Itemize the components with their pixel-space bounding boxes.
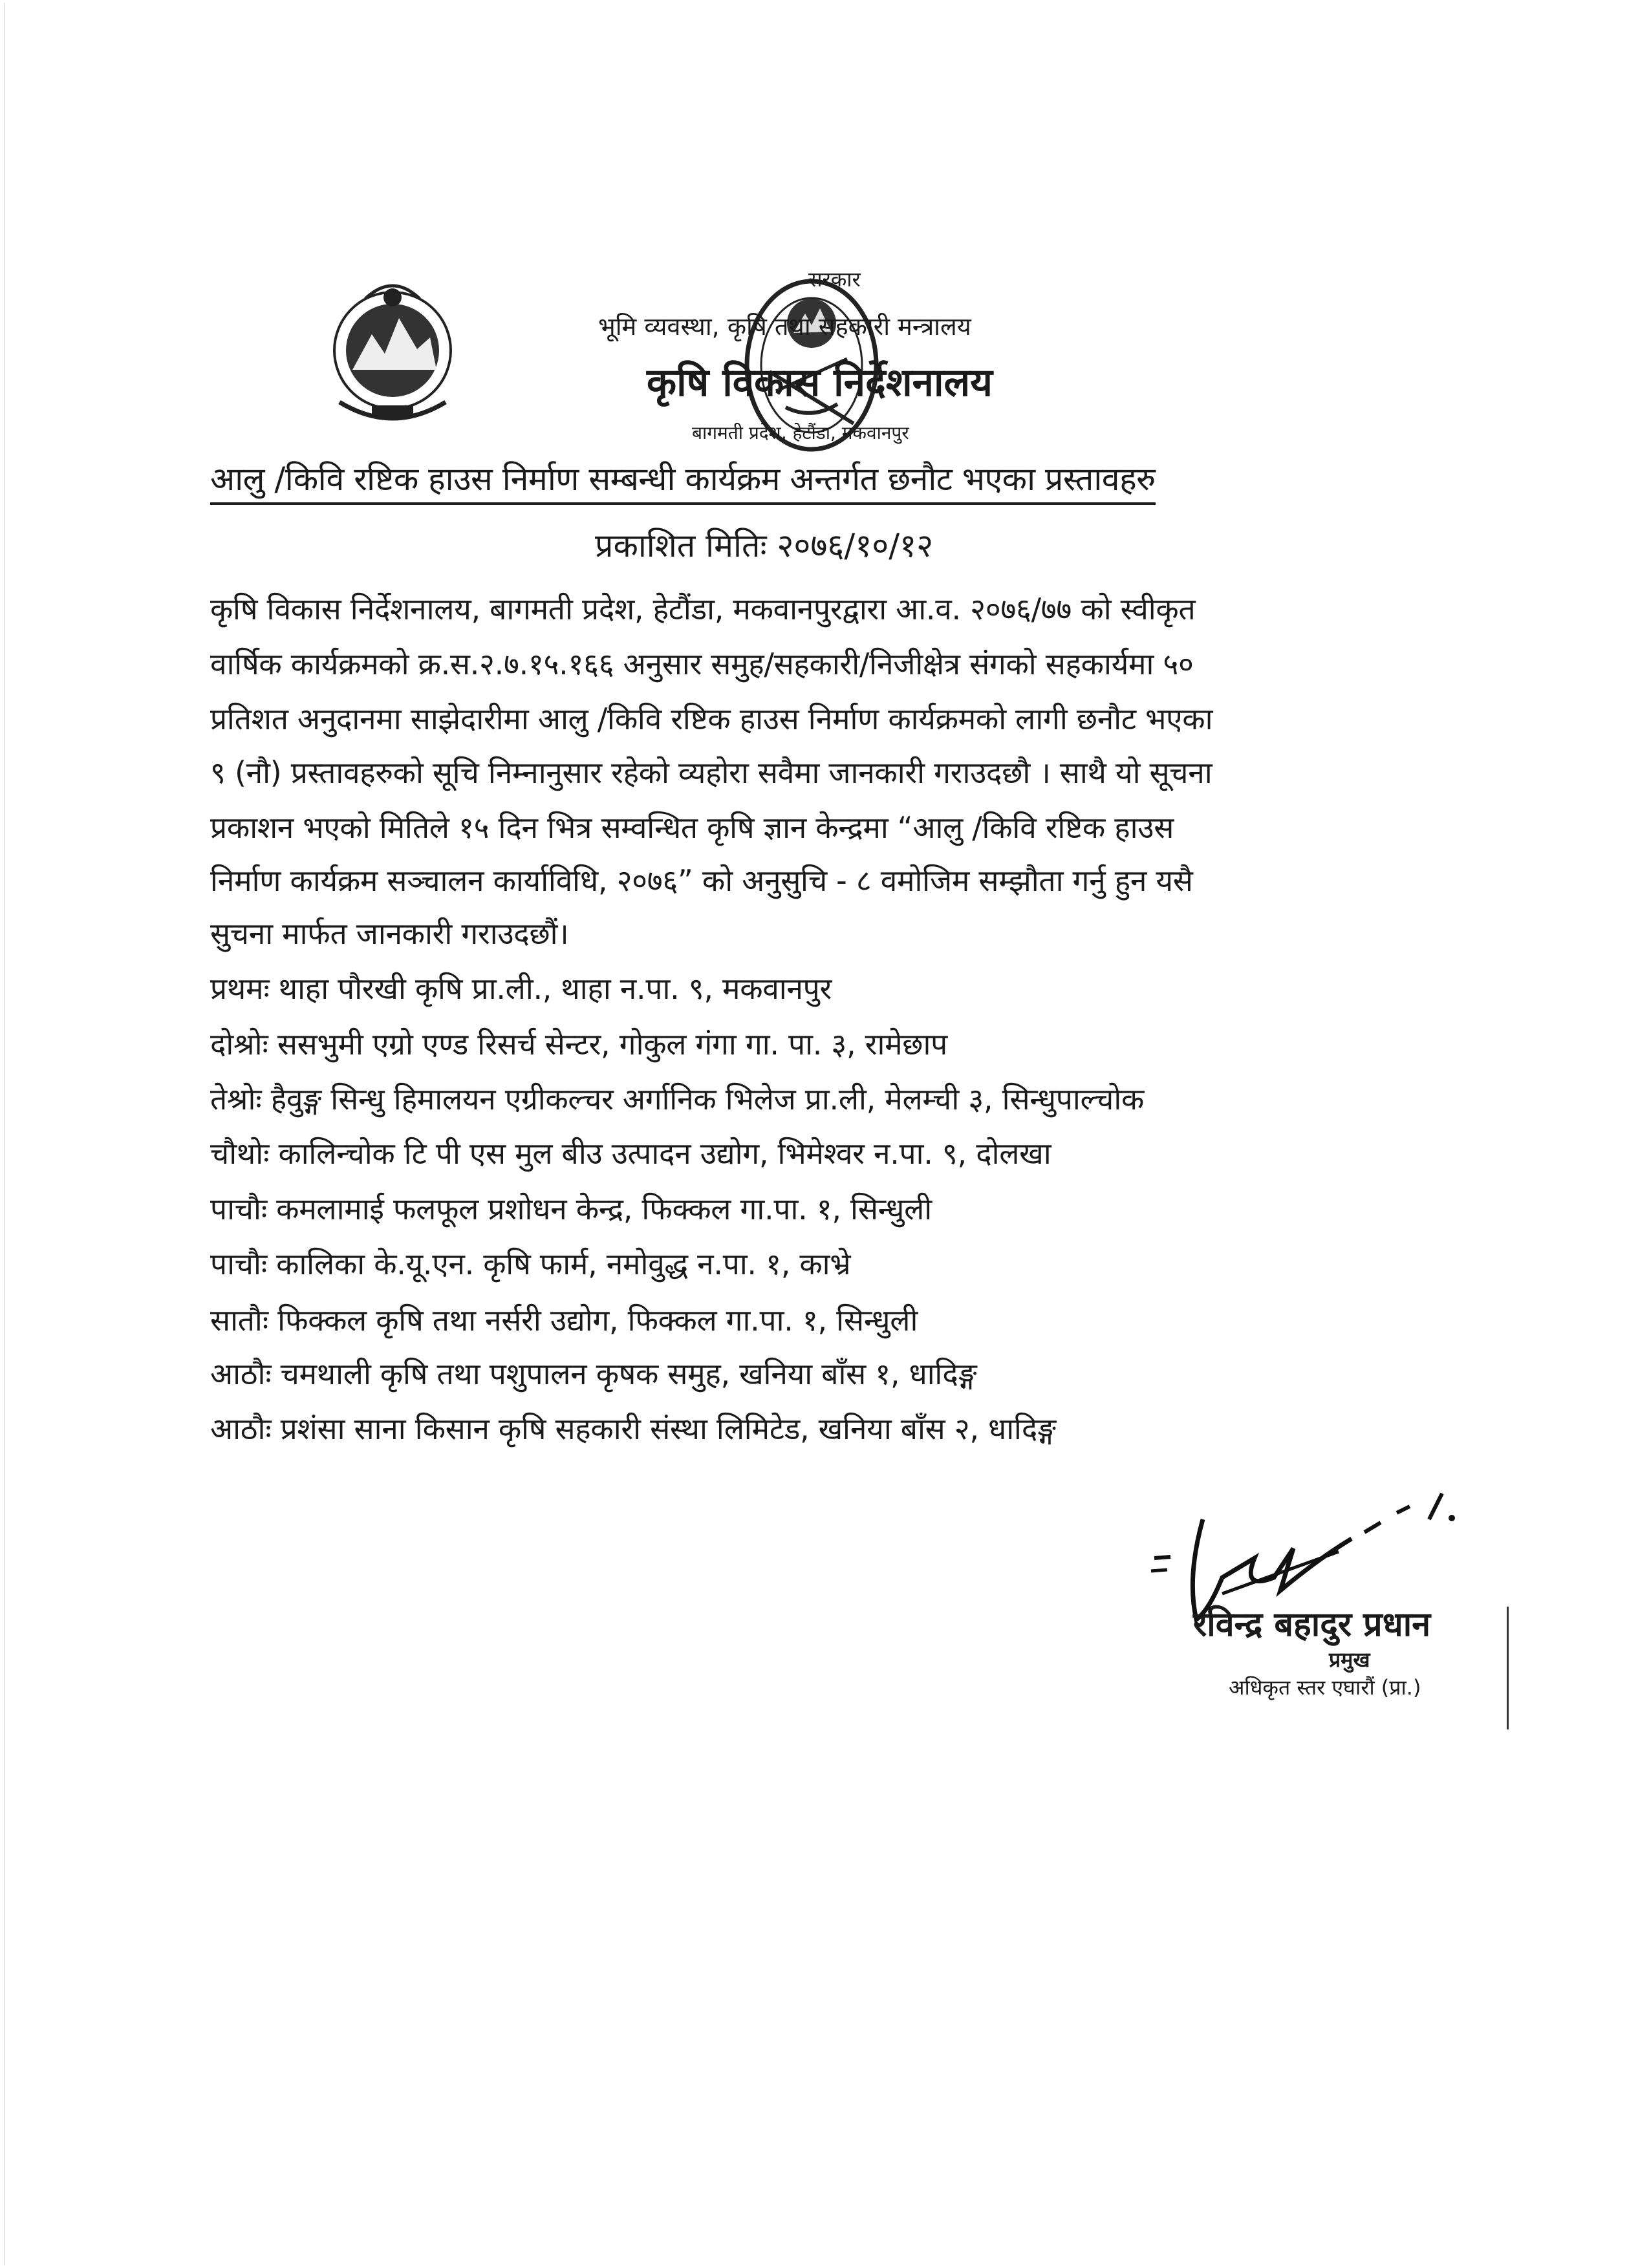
government-label: सरकार: [808, 267, 861, 292]
body-line: प्रतिशत अनुदानमा साझेदारीमा आलु /किवि रष्टिक हाउस निर्माण कार्यक्रमको लागी छनौट भएका: [210, 701, 1213, 736]
body-line: ९ (नौ) प्रस्तावहरुको सूचि निम्नानुसार रहेको व्यहोरा सवैमा जानकारी गराउदछौ । साथै यो सूचना: [210, 755, 1212, 790]
ministry-name: भूमि व्यवस्था, कृषि तथा सहकारी मन्त्रालय: [598, 312, 971, 341]
body-line: प्रकाशन भएको मितिले १५ दिन भित्र सम्वन्धित कृषि ज्ञान केन्द्रमा “आलु /किवि रष्टिक हाउस: [210, 810, 1174, 845]
proposal-item: आठौः चमथाली कृषि तथा पशुपालन कृषक समुह, खनिया बाँस १, धादिङ्ग: [210, 1356, 977, 1391]
notice-subject: आलु /किवि रष्टिक हाउस निर्माण सम्बन्धी कार्यक्रम अन्तर्गत छनौट भएका प्रस्तावहरु: [210, 456, 1156, 505]
signer-name: रविन्द्र बहादुर प्रधान: [1193, 1605, 1431, 1644]
proposal-item: पाचौः कालिका के.यू.एन. कृषि फार्म, नमोवुद्ध न.पा. १, काभ्रे: [210, 1246, 851, 1281]
proposal-item: चौथोः कालिन्चोक टि पी एस मुल बीउ उत्पादन उद्योग, भिमेश्वर न.पा. ९, दोलखा: [210, 1136, 1051, 1171]
body-line: निर्माण कार्यक्रम सञ्चालन कार्याविधि, २०७६” को अनुसुचि - ८ वमोजिम सम्झौता गर्नु हुन यसै: [210, 863, 1193, 898]
body-line: वार्षिक कार्यक्रमको क्र.स.२.७.१५.१६६ अनुसार समुह/सहकारी/निजीक्षेत्र संगको सहकार्यमा ५०: [210, 647, 1194, 681]
signer-title: प्रमुख: [1329, 1647, 1370, 1672]
proposal-item: सातौः फिक्कल कृषि तथा नर्सरी उद्योग, फिक्कल गा.पा. १, सिन्धुली: [210, 1303, 918, 1338]
proposal-item: आठौः प्रशंसा साना किसान कृषि सहकारी संस्था लिमिटेड, खनिया बाँस २, धादिङ्ग: [210, 1411, 1056, 1446]
proposal-item: तेश्रोः हैवुङ्ग सिन्धु हिमालयन एग्रीकल्चर अर्गानिक भिलेज प्रा.ली, मेलम्ची ३, सिन्धुपाल्चोक: [210, 1082, 1145, 1117]
published-date: प्रकाशित मितिः २०७६/१०/१२: [595, 527, 934, 564]
proposal-item: प्रथमः थाहा पौरखी कृषि प्रा.ली., थाहा न.पा. ९, मकवानपुर: [210, 971, 832, 1006]
proposal-item: दोश्रोः ससभुमी एग्रो एण्ड रिसर्च सेन्टर, गोकुल गंगा गा. पा. ३, रामेछाप: [210, 1027, 947, 1062]
directorate-name: कृषि विकास निर्देशनालय: [647, 360, 993, 405]
body-line: सुचना मार्फत जानकारी गराउदछौं।: [210, 916, 569, 951]
nepal-emblem-icon: [327, 273, 459, 438]
office-address: बागमती प्रदेश, हेटौंडा, मकवानपुर: [692, 422, 909, 444]
signature-rule: [1507, 1607, 1509, 1729]
signer-rank: अधिकृत स्तर एघारौं (प्रा.): [1229, 1675, 1421, 1700]
body-line: कृषि विकास निर्देशनालय, बागमती प्रदेश, हेटौंडा, मकवानपुरद्वारा आ.व. २०७६/७७ को स्वीकृत: [210, 592, 1196, 626]
proposal-item: पाचौः कमलामाई फलफूल प्रशोधन केन्द्र, फिक्कल गा.पा. १, सिन्धुली: [210, 1192, 932, 1226]
